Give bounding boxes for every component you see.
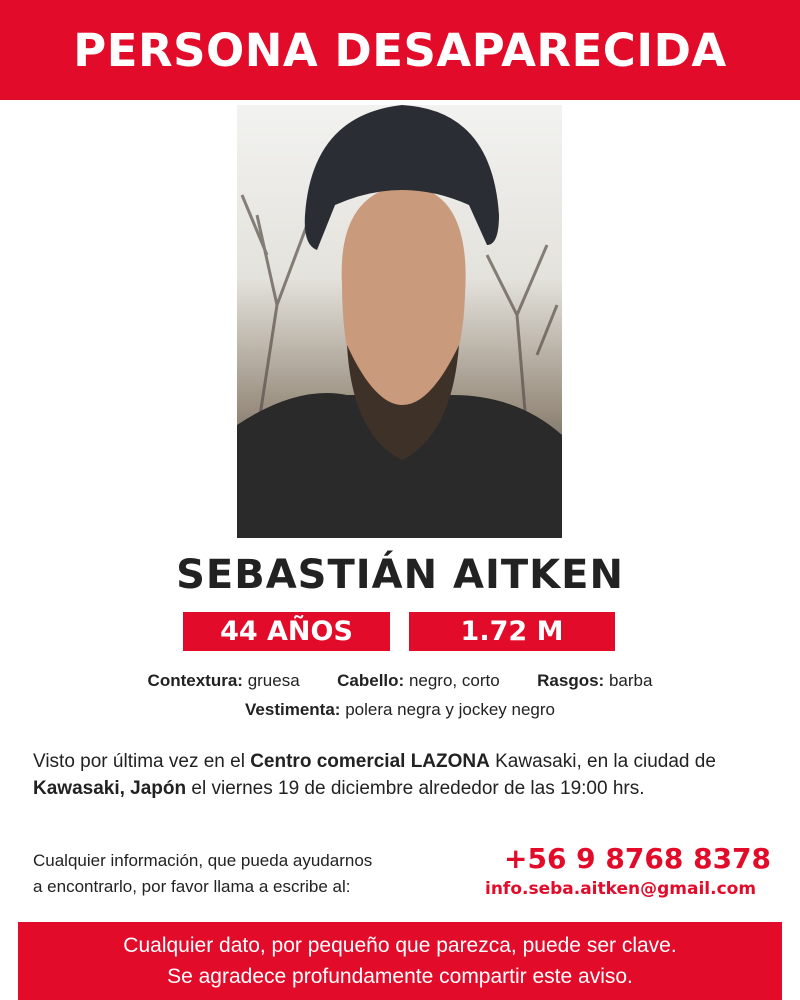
desc-city: Kawasaki, Japón (33, 778, 187, 799)
desc-place: Centro comercial LAZONA (250, 751, 490, 772)
features-value: barba (608, 671, 653, 690)
desc-text: Kawasaki, en la ciudad de (489, 751, 716, 772)
clothing-value: polera negra y jockey negro (345, 700, 555, 719)
person-photo-illustration (237, 105, 562, 538)
clothing-label: Vestimenta: (245, 700, 341, 719)
person-name: SEBASTIÁN AITKEN (176, 552, 624, 598)
contact-instructions (33, 848, 372, 900)
contact-line-2: a encontrarlo, por favor llama a escribe al: (33, 877, 351, 896)
footer-line-2: Se agradece profundamente compartir este aviso. (167, 965, 633, 988)
footer-line-1: Cualquier dato, por pequeño que parezca, puede ser clave. (123, 934, 677, 957)
contact-phone[interactable]: +56 9 8768 8378 (504, 842, 772, 875)
footer-banner (18, 922, 782, 1000)
hair-value: negro, corto (408, 671, 500, 690)
build-label: Contextura: (147, 671, 243, 690)
age-badge: 44 AÑOS (183, 612, 390, 651)
features-label: Rasgos: (537, 671, 605, 690)
build-value: gruesa (247, 671, 300, 690)
desc-text: el viernes 19 de diciembre alrededor de las 19:00 hrs. (186, 778, 645, 799)
traits-line-1 (0, 671, 800, 691)
last-seen-description (33, 748, 773, 802)
hair-label: Cabello: (337, 671, 405, 690)
height-badge: 1.72 M (409, 612, 615, 651)
poster-title: PERSONA DESAPARECIDA (73, 23, 727, 77)
person-photo (237, 105, 562, 538)
traits-line-2 (0, 700, 800, 720)
contact-email[interactable]: info.seba.aitken@gmail.com (485, 879, 757, 899)
desc-text: Visto por última vez en el (33, 751, 251, 772)
header-banner (0, 0, 800, 100)
contact-line-1: Cualquier información, que pueda ayudarnos (33, 851, 373, 870)
